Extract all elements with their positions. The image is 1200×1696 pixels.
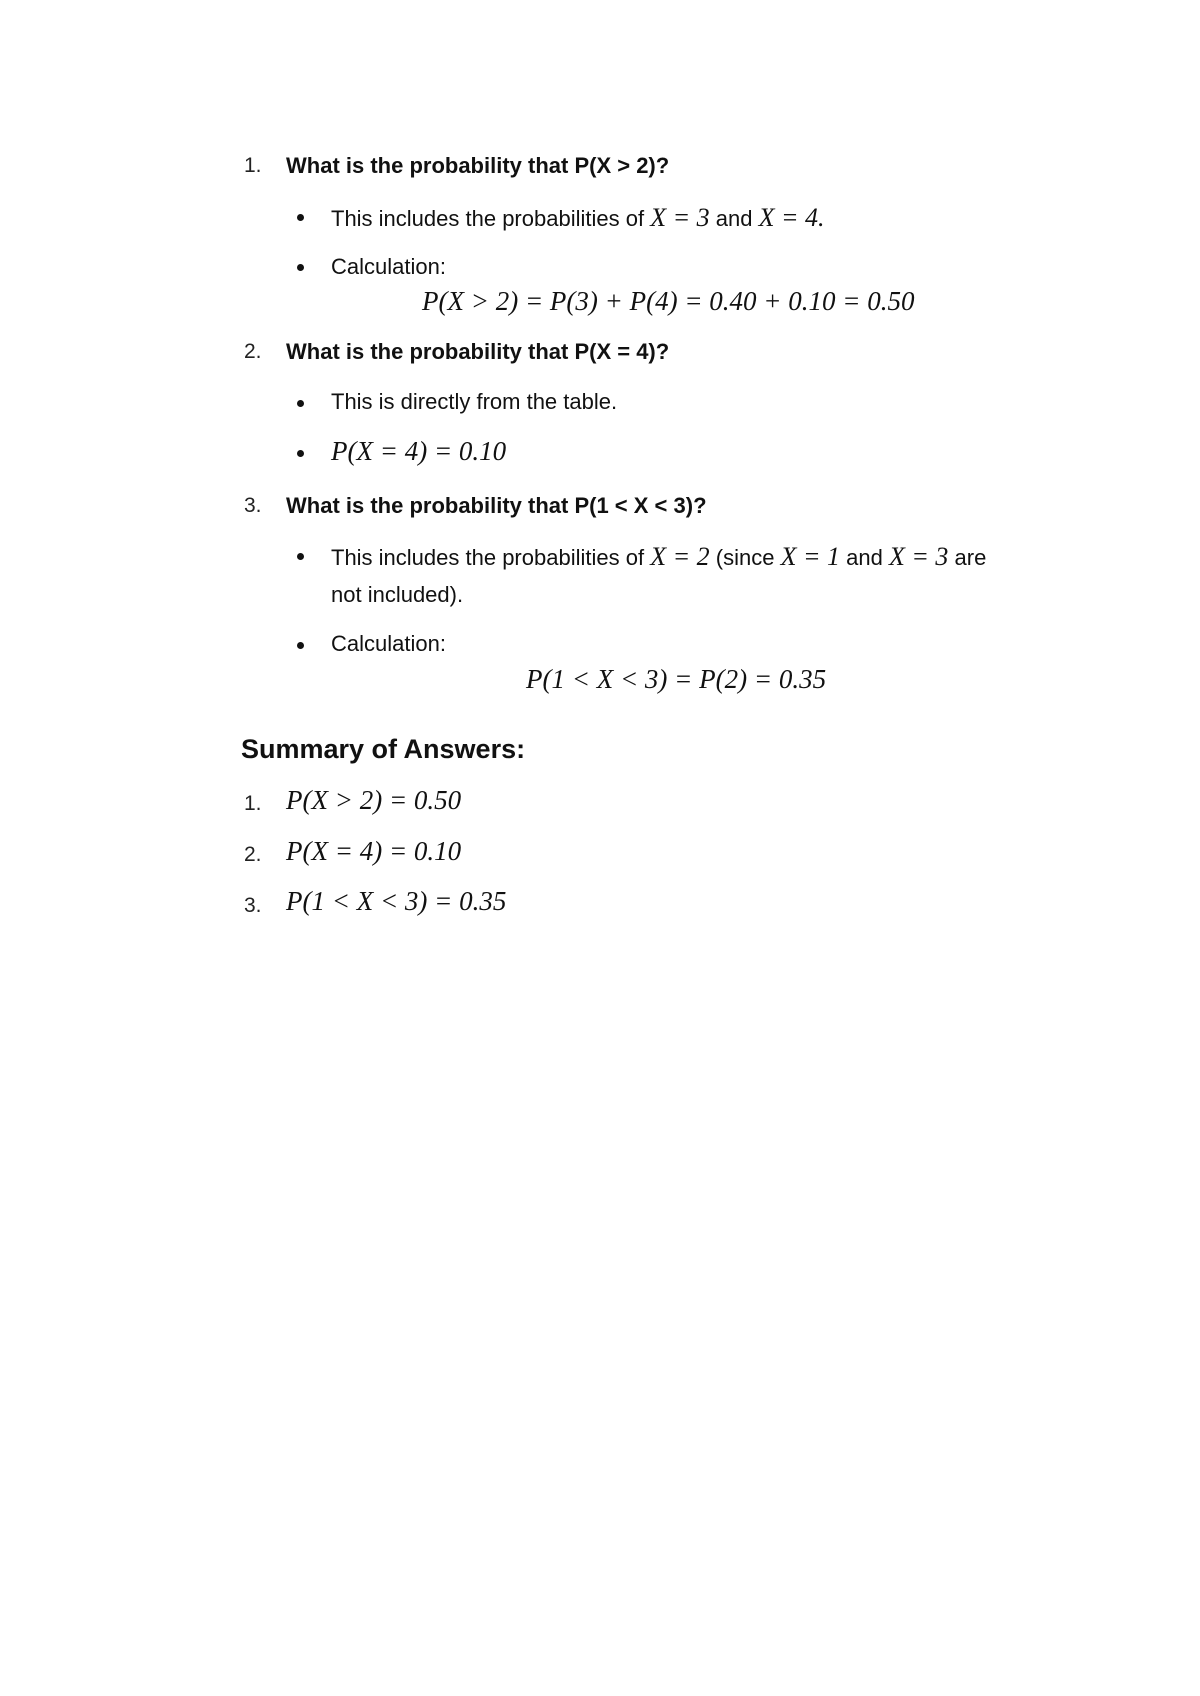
inline-math: X = 3 [888, 542, 949, 571]
summary-number: 1. [244, 792, 262, 815]
summary-number: 2. [244, 843, 262, 866]
bullet-label: Calculation: [331, 254, 446, 279]
summary-answer: P(1 < X < 3) = 0.35 [286, 886, 507, 916]
summary-answer: P(X > 2) = 0.50 [286, 785, 462, 815]
bullet-connector: (since [715, 545, 775, 570]
bullet-text [331, 542, 986, 572]
question-number: 1. [244, 154, 262, 177]
bullet-connector: and [715, 206, 753, 231]
bullet-connector: and [846, 545, 883, 570]
bullet-connector: are [954, 545, 987, 570]
inline-math: X = 2 [650, 542, 710, 571]
bullet-dot [297, 214, 304, 221]
summary-heading: Summary of Answers: [241, 734, 526, 764]
display-equation: P(X > 2) = P(3) + P(4) = 0.40 + 0.10 = 0.50 [422, 286, 915, 316]
bullet-dot [297, 400, 304, 407]
bullet-prefix: This includes the probabilities of [331, 206, 645, 231]
bullet-text [331, 203, 825, 233]
inline-math: X = 4. [758, 203, 825, 232]
display-equation: P(1 < X < 3) = P(2) = 0.35 [526, 664, 827, 694]
bullet-prefix: This includes the probabilities of [331, 545, 645, 570]
question-number: 2. [244, 340, 262, 363]
inline-math: X = 1 [780, 542, 840, 571]
bullet-text: This is directly from the table. [331, 389, 618, 414]
question-title: What is the probability that P(1 < X < 3)? [286, 493, 707, 518]
summary-answer: P(X = 4) = 0.10 [286, 836, 462, 866]
bullet-dot [297, 642, 304, 649]
bullet-dot [297, 264, 304, 271]
bullet-text-continued: not included). [331, 582, 464, 607]
bullet-label: Calculation: [331, 631, 446, 656]
question-number: 3. [244, 494, 262, 517]
bullet-dot [297, 553, 304, 560]
question-title: What is the probability that P(X > 2)? [286, 153, 670, 178]
summary-number: 3. [244, 894, 262, 917]
inline-math: X = 3 [650, 203, 710, 232]
inline-equation: P(X = 4) = 0.10 [331, 436, 507, 466]
question-title: What is the probability that P(X = 4)? [286, 339, 670, 364]
bullet-dot [297, 450, 304, 457]
